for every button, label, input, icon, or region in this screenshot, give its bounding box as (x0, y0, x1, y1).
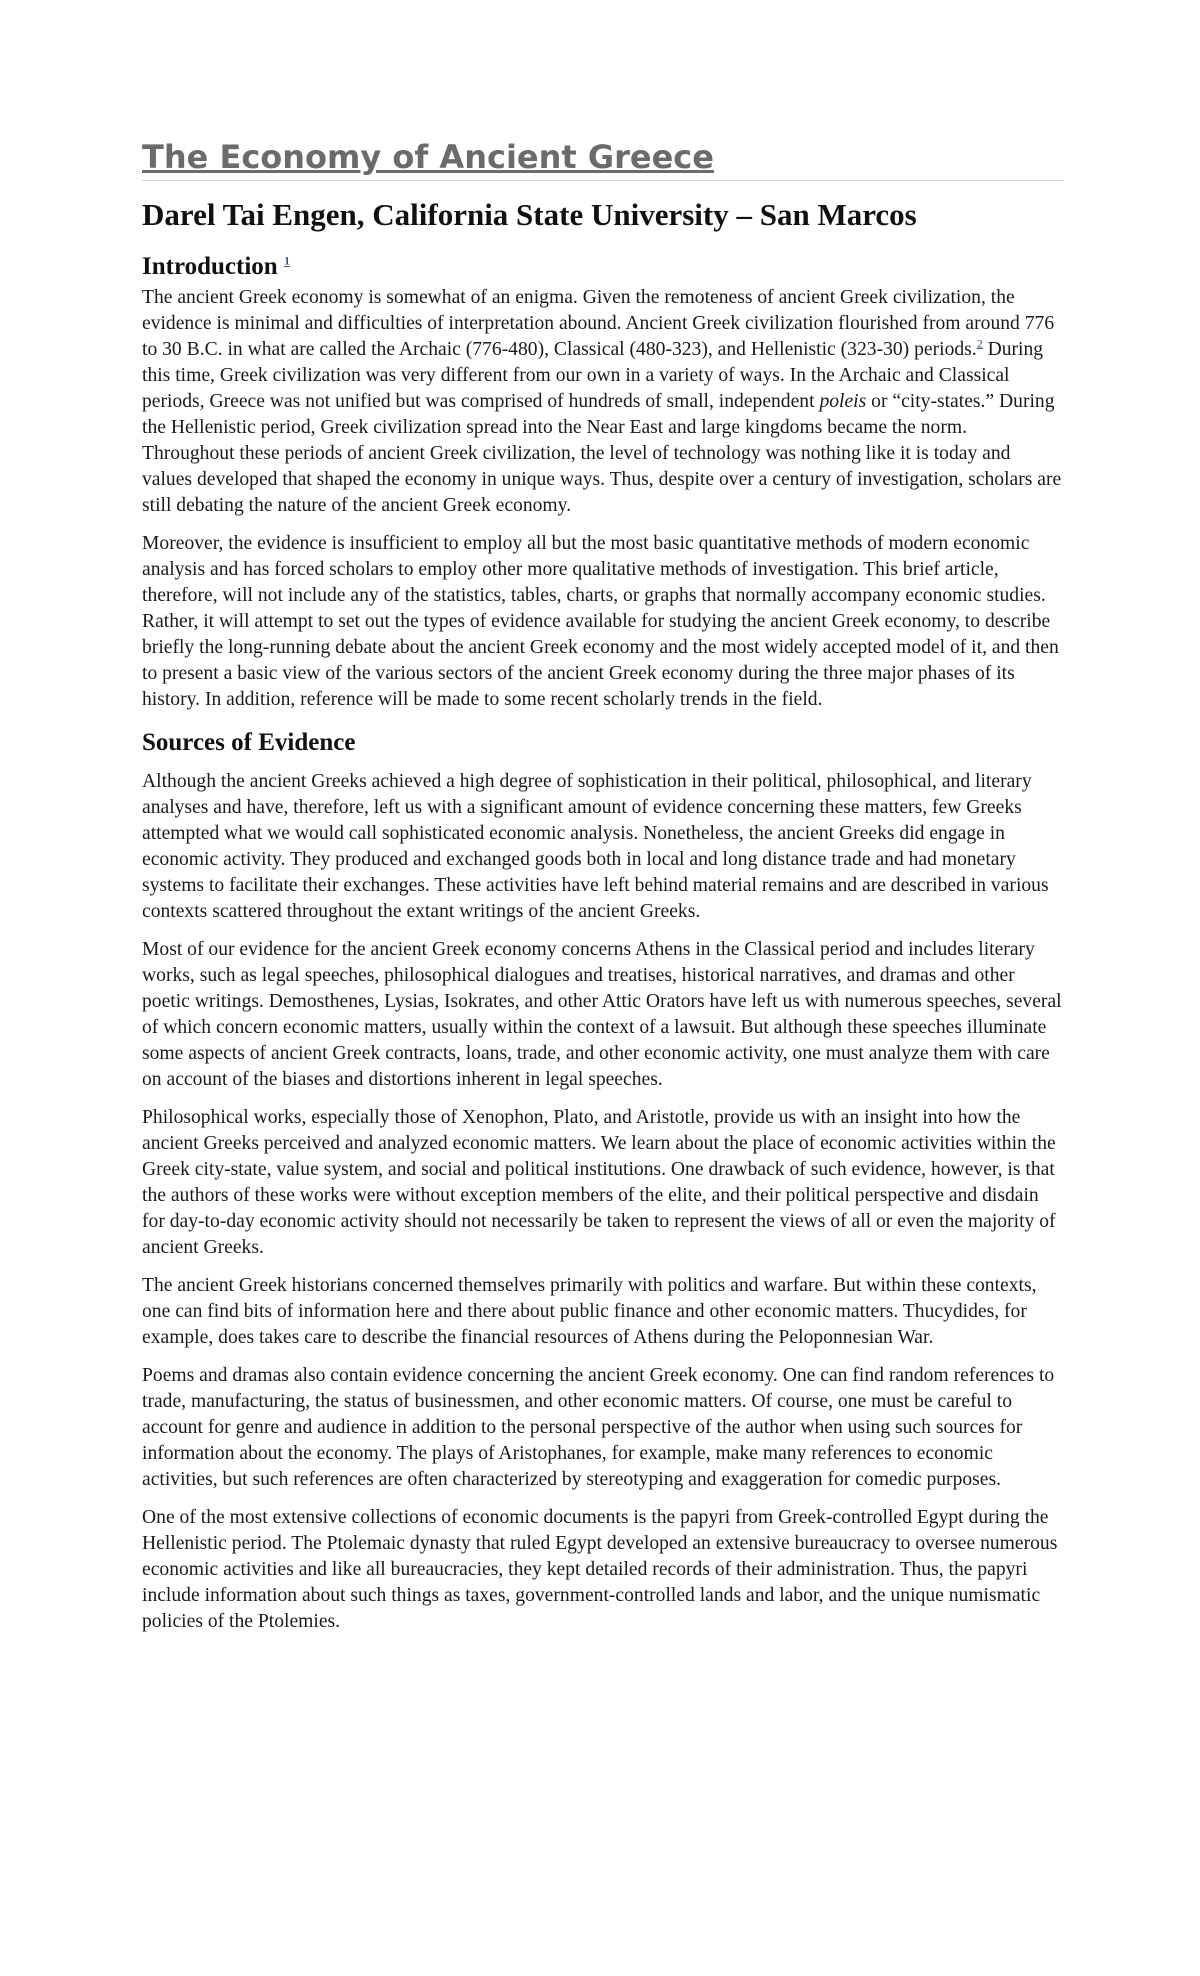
document-page (142, 138, 1064, 1647)
introduction-paragraph-1 (142, 285, 1064, 519)
footnote-1-sup (284, 254, 290, 268)
introduction-heading (142, 251, 1064, 283)
intro-p1-italic: poleis (819, 391, 867, 412)
intro-p1-part-a: The ancient Greek economy is somewhat of an enigma. Given the remoteness of ancient Greek civilization, the evidence is minimal and difficulties of interpretation abound. Ancient Greek civilization flourished from around 776 to 30 B.C. in what are called the Archaic (776-480), Classical (480-323), and Hellenistic (323-30) periods. (142, 287, 1055, 360)
document-title: The Economy of Ancient Greece (142, 138, 1064, 181)
sources-paragraph-2: Most of our evidence for the ancient Greek economy concerns Athens in the Classical period and includes literary works, such as legal speeches, philosophical dialogues and treatises, historical narratives, and dramas and other poetic writings. Demosthenes, Lysias, Isokrates, and other Attic Orators have left us with numerous speeches, several of which concern economic matters, usually within the context of a lawsuit. But although these speeches illuminate some aspects of ancient Greek contracts, loans, trade, and other economic activity, one must analyze them with care on account of the biases and distortions inherent in legal speeches. (142, 939, 1062, 1090)
intro-p1-part-c: or “city-states.” During the Hellenistic period, Greek civilization spread into the Near East and large kingdoms became the norm. Throughout these periods of ancient Greek civilization, the level of technology was nothing like it is today and values developed that shaped the economy in unique ways. Thus, despite over a century of investigation, scholars are still debating the nature of the ancient Greek economy. (142, 391, 1062, 516)
introduction-heading-text: Introduction (142, 253, 278, 280)
sources-paragraph-5: Poems and dramas also contain evidence concerning the ancient Greek economy. One can find random references to trade, manufacturing, the status of businessmen, and other economic matters. Of course, one must be careful to account for genre and audience in addition to the personal perspective of the author when using such sources for information about the economy. The plays of Aristophanes, for example, make many references to economic activities, but such references are often characterized by stereotyping and exaggeration for comedic purposes. (142, 1365, 1055, 1490)
footnote-link-1[interactable]: 1 (283, 253, 290, 268)
intro-p1-part-b: During this time, Greek civilization was very different from our own in a variety of ways. In the Archaic and Classical periods, Greece was not unified but was comprised of hundreds of small, independent (142, 339, 1044, 412)
introduction-paragraph-2: Moreover, the evidence is insufficient to employ all but the most basic quantitative methods of modern economic analysis and has forced scholars to employ other more qualitative methods of investigation. This brief article, therefore, will not include any of the statistics, tables, charts, or graphs that normally accompany economic studies. Rather, it will attempt to set out the types of evidence available for studying the ancient Greek economy, to describe briefly the long-running debate about the ancient Greek economy and the most widely accepted model of it, and then to present a basic view of the various sectors of the ancient Greek economy during the three major phases of its history. In addition, reference will be made to some recent scholarly trends in the field. (142, 533, 1059, 710)
sources-paragraph-6: One of the most extensive collections of economic documents is the papyri from Greek-controlled Egypt during the Hellenistic period. The Ptolemaic dynasty that ruled Egypt developed an extensive bureaucracy to oversee numerous economic activities and like all bureaucracies, they kept detailed records of their administration. Thus, the papyri include information about such things as taxes, government-controlled lands and labor, and the unique numismatic policies of the Ptolemies. (142, 1507, 1058, 1632)
sources-paragraph-3: Philosophical works, especially those of Xenophon, Plato, and Aristotle, provide us with an insight into how the ancient Greeks perceived and analyzed economic matters. We learn about the place of economic activities within the Greek city-state, value system, and social and political institutions. One drawback of such evidence, however, is that the authors of these works were without exception members of the elite, and their political perspective and disdain for day-to-day economic activity should not necessarily be taken to represent the views of all or even the majority of ancient Greeks. (142, 1107, 1056, 1258)
sources-paragraph-1: Although the ancient Greeks achieved a high degree of sophistication in their political, philosophical, and literary analyses and have, therefore, left us with a significant amount of evidence concerning these matters, few Greeks attempted what we would call sophisticated economic analysis. Nonetheless, the ancient Greeks did engage in economic activity. They produced and exchanged goods both in local and long distance trade and had monetary systems to facilitate their exchanges. These activities have left behind material remains and are described in various contexts scattered throughout the extant writings of the ancient Greeks. (142, 771, 1049, 922)
footnote-link-2[interactable]: 2 (976, 336, 983, 351)
author-line: Darel Tai Engen, California State University – San Marcos (142, 197, 917, 232)
sources-heading: Sources of Evidence (142, 729, 356, 756)
sources-paragraph-4: The ancient Greek historians concerned themselves primarily with politics and warfare. But within these contexts, one can find bits of information here and there about public finance and other economic matters. Thucydides, for example, does takes care to describe the financial resources of Athens during the Peloponnesian War. (142, 1275, 1037, 1348)
